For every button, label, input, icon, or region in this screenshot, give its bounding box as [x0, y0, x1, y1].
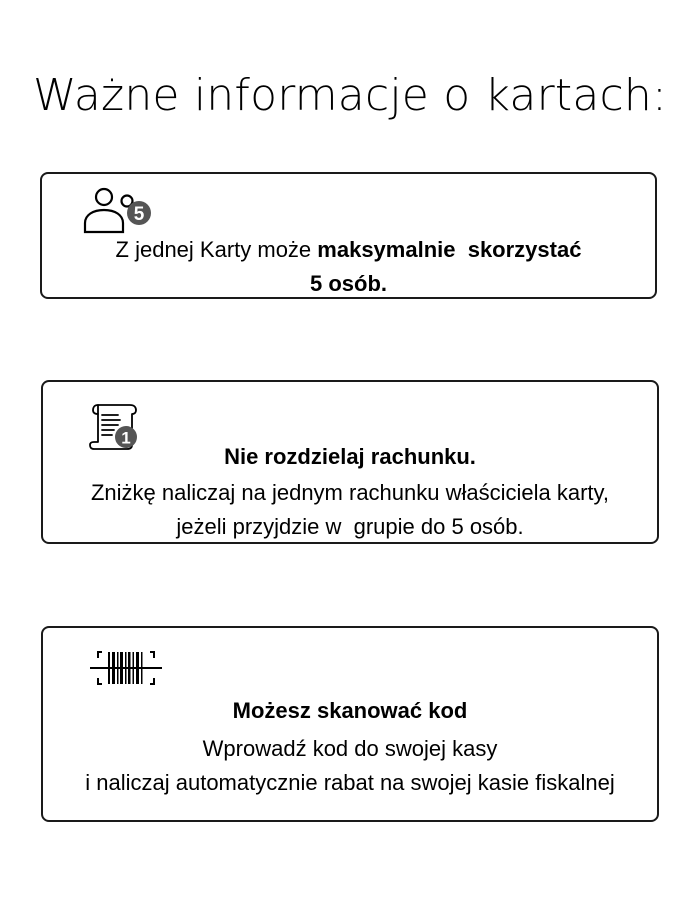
card-text-line: Wprowadź kod do swojej kasy — [202, 736, 498, 761]
card-text-line — [42, 235, 655, 265]
card-text-line: jeżeli przyjdzie w grupie do 5 osób. — [176, 514, 524, 539]
text-bold: maksymalnie skorzystać — [317, 237, 582, 262]
card-heading: Nie rozdzielaj rachunku. — [224, 444, 476, 469]
badge-count: 1 — [121, 428, 131, 448]
text-regular: Z jednej Karty może — [115, 237, 318, 262]
barcode-scan-icon — [88, 646, 168, 690]
users-limit-icon — [79, 185, 159, 235]
card-text-line: Zniżkę naliczaj na jednym rachunku właściciela karty, — [90, 480, 610, 505]
badge-count: 5 — [133, 204, 145, 225]
page-title: Ważne informacje o kartach: — [32, 70, 667, 121]
card-text-line: i naliczaj automatycznie rabat na swojej kasie fiskalnej — [85, 770, 615, 795]
card-text-line: 5 osób. — [309, 271, 387, 296]
info-card-bill — [41, 380, 659, 544]
info-card-max-persons — [40, 172, 657, 299]
info-card-scan-code — [41, 626, 659, 822]
card-heading: Możesz skanować kod — [232, 698, 468, 723]
